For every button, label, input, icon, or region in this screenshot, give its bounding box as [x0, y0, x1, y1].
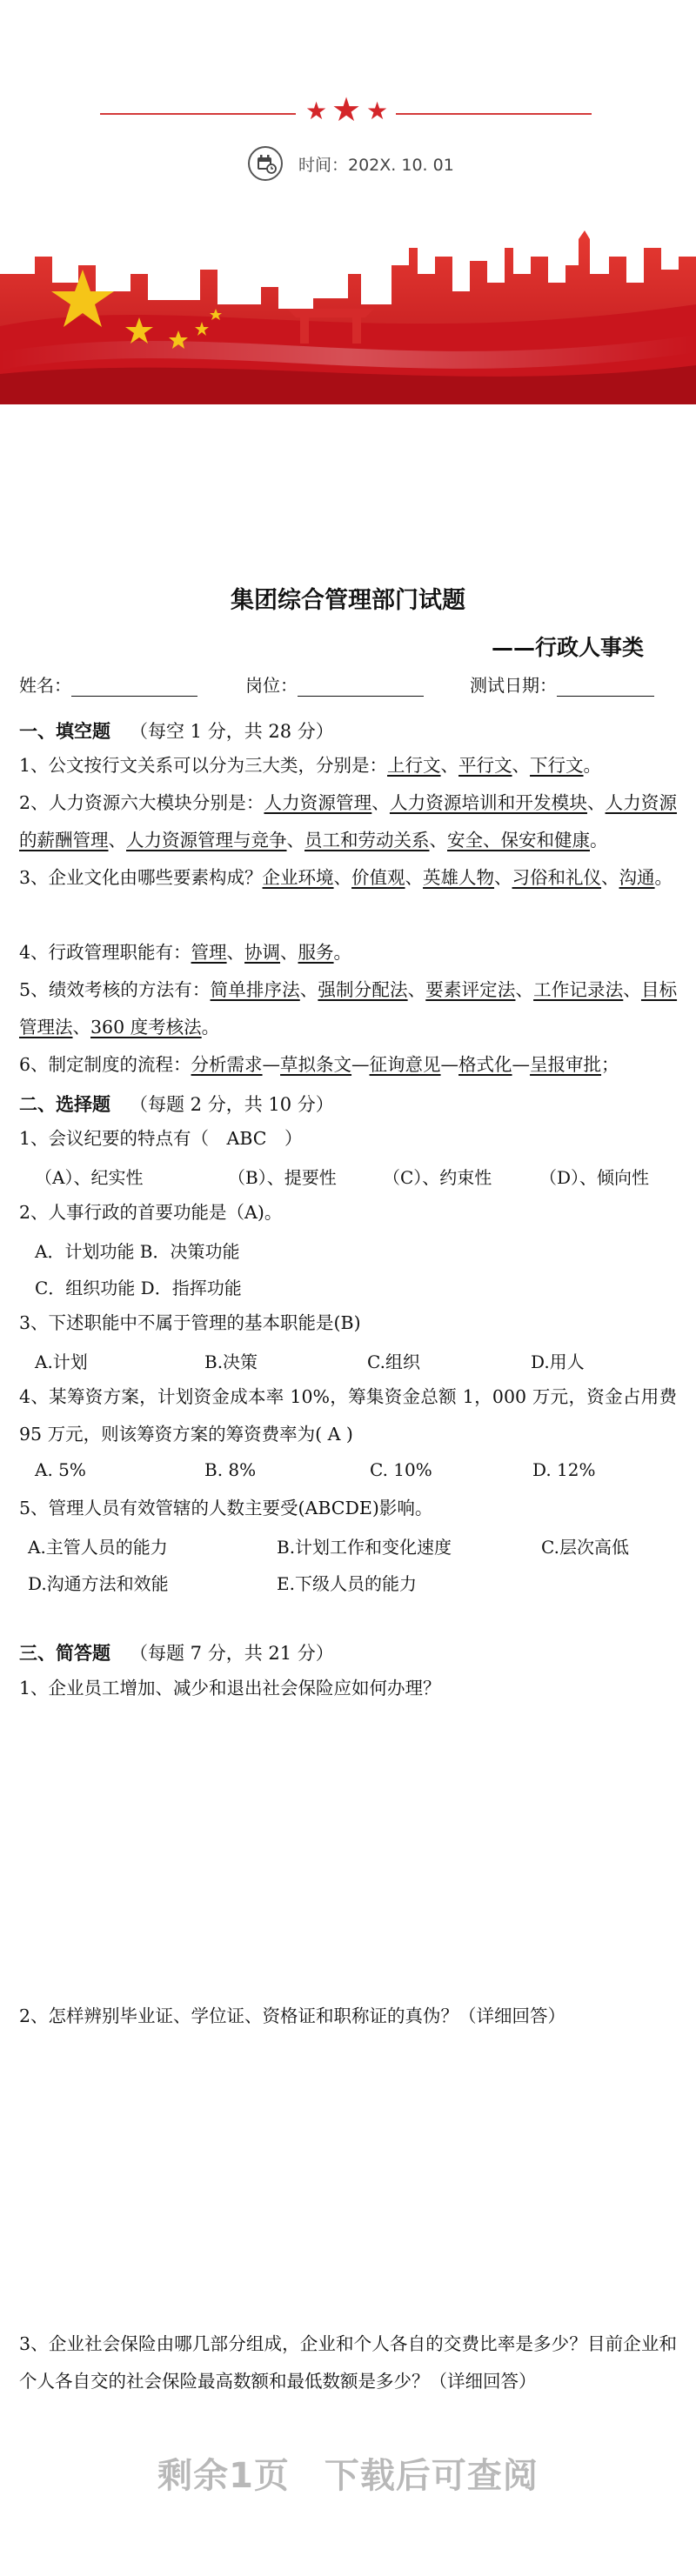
short-answer-question-2: 2、怎样辨别毕业证、学位证、资格证和职称证的真伪？（详细回答） [19, 2005, 566, 2026]
document-subtitle: ——行政人事类 [492, 635, 645, 660]
choice-option: A．计划功能 B．决策功能 [35, 1241, 240, 1262]
answer-text: 人力资源培训和开发模块 [389, 792, 587, 813]
choice-option: （B）、提要性 [228, 1167, 337, 1188]
position-blank [298, 678, 424, 697]
answer-text: 征询意见 [369, 1054, 441, 1075]
answer-text: 人力资源管理 [264, 792, 372, 813]
separator: 、 [333, 867, 352, 888]
answer-text: 分析需求 [191, 1054, 263, 1075]
name-blank [71, 678, 197, 697]
short-answer-question-1: 1、企业员工增加、减少和退出社会保险应如何办理？ [19, 1678, 441, 1698]
separator: 、 [299, 979, 318, 1000]
separator: 、 [429, 830, 447, 851]
separator: 。 [590, 830, 608, 851]
fill-question-5 [19, 971, 677, 1046]
answer-text: 安全、保安和健康 [447, 830, 590, 851]
question-text: 4、行政管理职能有： [19, 942, 191, 963]
choice-option: （A）、纪实性 [35, 1167, 144, 1188]
answer-text: 呈报审批 [530, 1054, 602, 1075]
choice-question-3: 3、下述职能中不属于管理的基本职能是(B) [19, 1312, 361, 1333]
choice-option: E.下级人员的能力 [277, 1573, 417, 1594]
choice-question-1: 1、会议纪要的特点有（ ABC ） [19, 1128, 303, 1149]
choice-option: （D）、倾向性 [539, 1167, 650, 1188]
choice-option: （C）、约束性 [383, 1167, 492, 1188]
separator: 。 [201, 1017, 220, 1038]
choice-option: A.计划 [35, 1351, 88, 1372]
answer-text: 上行文 [387, 755, 441, 776]
choice-option: C．组织功能 D．指挥功能 [35, 1278, 242, 1298]
question-text: 6、制定制度的流程： [19, 1054, 191, 1075]
choice-option: A. 5% [35, 1459, 86, 1480]
choice-option: B. 8% [204, 1459, 257, 1480]
banner-image [0, 222, 696, 404]
separator: 、 [623, 979, 641, 1000]
choice-question-2: 2、人事行政的首要功能是（A)。 [19, 1202, 283, 1223]
short-answer-question-3: 3、企业社会保险由哪几部分组成，企业和个人各自的交费比率是多少？目前企业和个人各自交的社会保险最高数额和最低数额是多少？（详细回答） [19, 2333, 677, 2392]
question-text: 5、绩效考核的方法有： [19, 979, 211, 1000]
choice-question-5: 5、管理人员有效管辖的人数主要受(ABCDE)影响。 [19, 1498, 433, 1518]
choice-option: B.计划工作和变化速度 [277, 1537, 452, 1558]
fill-question-3 [19, 859, 677, 897]
choice-option: C.层次高低 [541, 1537, 629, 1558]
answer-text: 英雄人物 [423, 867, 495, 888]
separator: 、 [371, 792, 390, 813]
separator: — [351, 1054, 370, 1075]
separator: — [262, 1054, 281, 1075]
test-date-field [470, 671, 654, 697]
answer-text: 人力资源管理与竞争 [126, 830, 287, 851]
separator: 、 [108, 830, 126, 851]
choice-option: C. 10% [370, 1459, 432, 1480]
separator: 、 [601, 867, 619, 888]
fill-question-6 [19, 1046, 677, 1084]
separator: — [512, 1054, 531, 1075]
position-field [245, 671, 424, 697]
section3-title: 三、简答题 [19, 1643, 110, 1664]
answer-text: 平行文 [458, 755, 512, 776]
section2-note: （每题 2 分，共 10 分） [130, 1094, 334, 1115]
answer-text: 习俗和礼仪 [512, 867, 602, 888]
section1-note: （每空 1 分，共 28 分） [130, 721, 334, 742]
separator: 、 [280, 942, 298, 963]
separator: ； [601, 1054, 619, 1075]
answer-text: 工作记录法 [533, 979, 624, 1000]
answer-text: 简单排序法 [210, 979, 300, 1000]
name-label: 姓名： [19, 675, 71, 696]
separator: 、 [407, 979, 426, 1000]
section2-heading [19, 1091, 334, 1117]
separator: 。 [654, 867, 673, 888]
answer-text: 管理 [191, 942, 227, 963]
choice-question-4: 4、某筹资方案，计划资金成本率 10%，筹集资金总额 1，000 万元，资金占用费 95 万元，则该筹资方案的筹资费率为( A ) [19, 1386, 677, 1445]
star-icon: ★ [331, 90, 362, 129]
separator: 。 [583, 755, 602, 776]
answer-text: 强制分配法 [318, 979, 408, 1000]
choice-option: D.沟通方法和效能 [28, 1573, 169, 1594]
choice-option: D.用人 [531, 1351, 585, 1372]
date-label: 时间：202X. 10. 01 [298, 156, 454, 175]
question-text: 1、公文按行文关系可以分为三大类，分别是： [19, 755, 388, 776]
section3-heading [19, 1639, 334, 1665]
separator: 、 [286, 830, 304, 851]
section3-note: （每题 7 分，共 21 分） [130, 1643, 334, 1664]
answer-text: 目标管理法 [19, 979, 678, 1038]
answer-text: 服务 [298, 942, 334, 963]
answer-text: 价值观 [351, 867, 405, 888]
separator: 、 [586, 792, 606, 813]
test-date-blank [557, 678, 654, 697]
separator: 、 [512, 755, 531, 776]
section1-title: 一、填空题 [19, 721, 110, 742]
choice-option: C.组织 [367, 1351, 420, 1372]
choice-option: A.主管人员的能力 [28, 1537, 168, 1558]
separator: 、 [405, 867, 424, 888]
fill-question-1 [19, 747, 677, 784]
separator: 、 [226, 942, 245, 963]
remaining-pages-text: 剩余1页 [157, 2456, 290, 2496]
separator: 、 [515, 979, 534, 1000]
choice-option: B.决策 [204, 1351, 258, 1372]
answer-text: 下行文 [530, 755, 584, 776]
answer-text: 员工和劳动关系 [304, 830, 430, 851]
section2-title: 二、选择题 [19, 1094, 110, 1115]
answer-text: 企业环境 [262, 867, 334, 888]
divider-line-right [396, 113, 592, 115]
separator: 、 [494, 867, 512, 888]
separator: 。 [333, 942, 352, 963]
answer-text: 沟通 [619, 867, 655, 888]
question-text: 3、企业文化由哪些要素构成？ [19, 867, 263, 888]
separator: 、 [72, 1017, 90, 1038]
answer-text: 360 度考核法 [90, 1017, 202, 1038]
date-row [0, 146, 696, 181]
section1-heading [19, 717, 334, 744]
answer-text: 格式化 [458, 1054, 512, 1075]
separator: — [440, 1054, 459, 1075]
fill-question-2 [19, 784, 677, 859]
question-text: 2、人力资源六大模块分别是： [19, 792, 264, 813]
calendar-icon [248, 146, 283, 181]
document-title: 集团综合管理部门试题 [231, 587, 465, 614]
answer-text: 人力资源的薪酬管理 [19, 792, 678, 851]
choice-option: D. 12% [532, 1459, 596, 1480]
name-field [19, 671, 197, 697]
fill-question-4 [19, 934, 677, 971]
separator: 、 [440, 755, 459, 776]
position-label: 岗位： [245, 675, 298, 696]
answer-text: 要素评定法 [425, 979, 516, 1000]
test-date-label: 测试日期： [470, 675, 557, 696]
star-icon: ★ [305, 97, 328, 125]
download-prompt[interactable] [0, 2448, 696, 2498]
answer-text: 草拟条文 [280, 1054, 352, 1075]
divider-line-left [100, 113, 296, 115]
star-icon: ★ [366, 97, 389, 125]
download-hint-text[interactable]: 下载后可查阅 [324, 2456, 539, 2496]
answer-text: 协调 [244, 942, 281, 963]
